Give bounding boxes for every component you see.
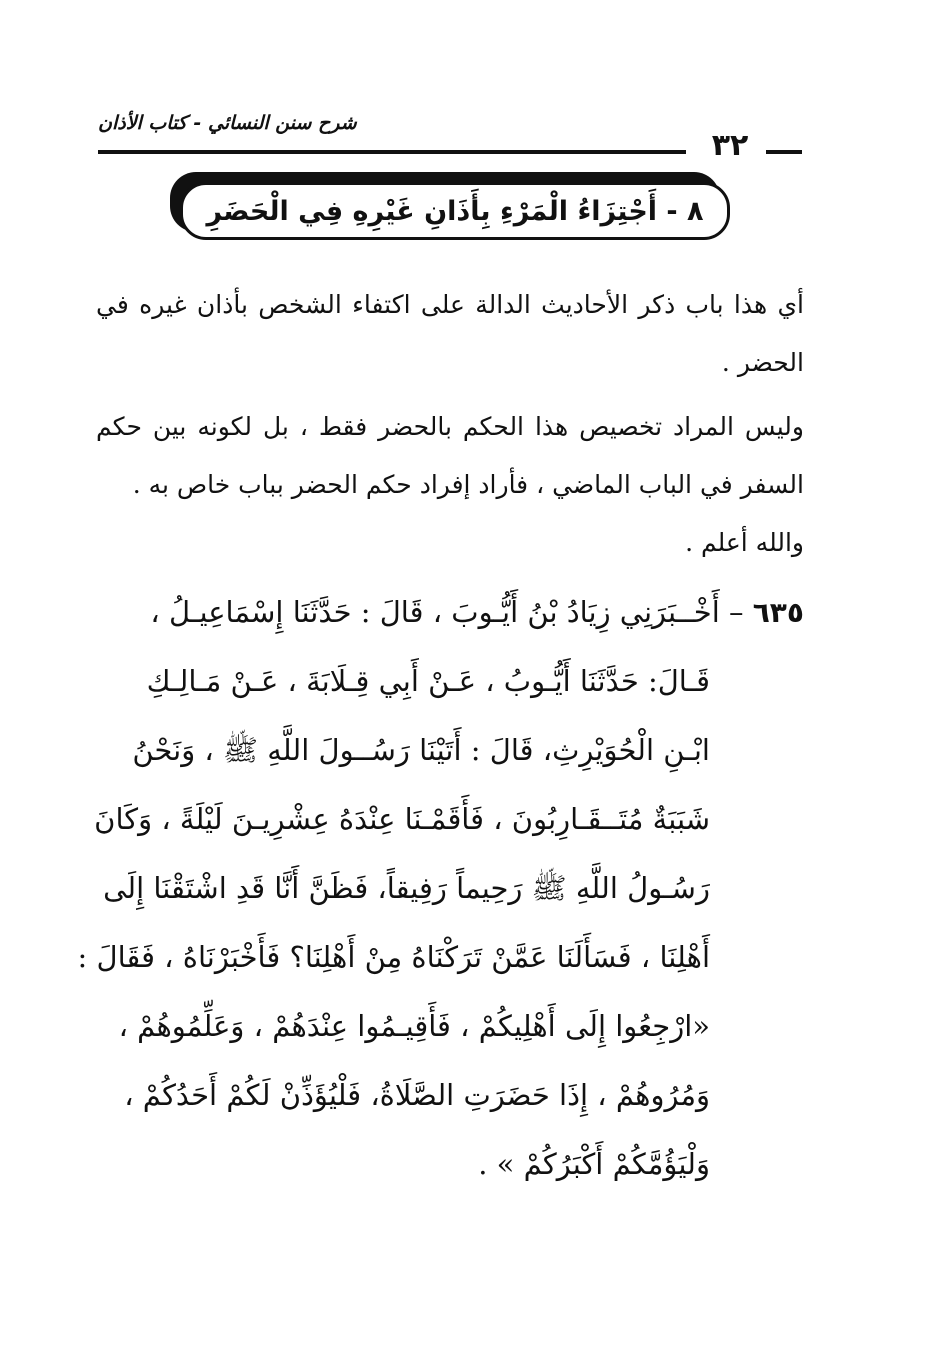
running-title: شرح سنن النسائي - كتاب الأذان bbox=[98, 112, 357, 134]
hadith-line: «ارْجِعُوا إِلَى أَهْلِيكُمْ ، فَأَقِيـمُوا عِنْدَهُمْ ، وَعَلِّمُوهُمْ ، bbox=[118, 1009, 710, 1043]
hadith-line: رَسُـولُ اللَّهِ ﷺ رَحِيماً رَفِيقاً، فَظَنَّ أَنَّا قَدِ اشْتَقْنَا إِلَى bbox=[103, 871, 710, 905]
hadith-line: شَبَبَةٌ مُتَــقَـارِبُونَ ، فَأَقَمْـنَا عِنْدَهُ عِشْرِيـنَ لَيْلَةً ، وَكَانَ bbox=[94, 802, 710, 836]
hadith-number: ٦٣٥ bbox=[752, 596, 804, 629]
hadith-text bbox=[77, 578, 804, 1199]
hadith-line: وَلْيَؤُمَّكُمْ أَكْبَرُكُمْ » . bbox=[478, 1147, 710, 1181]
intro-closing: والله أعلم . bbox=[685, 528, 804, 557]
page-number: ٣٢ bbox=[711, 128, 749, 163]
header-rule bbox=[98, 150, 686, 154]
chapter-title: ٨ - أَجْتِزَاءُ الْمَرْءِ بِأَذَانِ غَيْرِهِ فِي الْحَضَرِ bbox=[206, 195, 704, 227]
hadith-line: وَمُرُوهُمْ ، إِذَا حَضَرَتِ الصَّلَاةُ، فَلْيُؤَذِّنْ لَكُمْ أَحَدُكُمْ ، bbox=[124, 1078, 710, 1112]
hadith-line: قَـالَ: حَدَّثَنَا أَيُّـوبُ ، عَـنْ أَبِي قِـلَابَةَ ، عَـنْ مَـالِـكِ bbox=[146, 664, 710, 698]
page-number-dash bbox=[766, 150, 802, 154]
hadith-line: ابْـنِ الْحُوَيْرِثِ، قَالَ : أَتَيْنَا رَسُــولَ اللَّهِ ﷺ ، وَنَحْنُ bbox=[132, 733, 710, 767]
chapter-intro bbox=[96, 276, 804, 572]
chapter-title-box bbox=[180, 182, 730, 240]
hadith-635 bbox=[77, 578, 804, 1199]
hadith-line: أَهْلِنَا ، فَسَأَلَنَا عَمَّنْ تَرَكْنَاهُ مِنْ أَهْلِنَا؟ فَأَخْبَرْنَاهُ ، فَقَالَ : bbox=[77, 940, 710, 974]
intro-paragraph-1: أي هذا باب ذكر الأحاديث الدالة على اكتفاء الشخص بأذان غيره في الحضر . bbox=[96, 290, 804, 377]
hadith-line: ٦٣٥ – أَخْــبَرَنِي زِيَادُ بْنُ أَيُّـوبَ ، قَالَ : حَدَّثَنَا إِسْمَاعِيـلُ ، bbox=[150, 595, 804, 629]
intro-paragraph-2: وليس المراد تخصيص هذا الحكم بالحضر فقط ، بل لكونه بين حكم السفر في الباب الماضي ، فأراد إفراد حكم الحضر بباب خاص به . bbox=[96, 412, 804, 499]
